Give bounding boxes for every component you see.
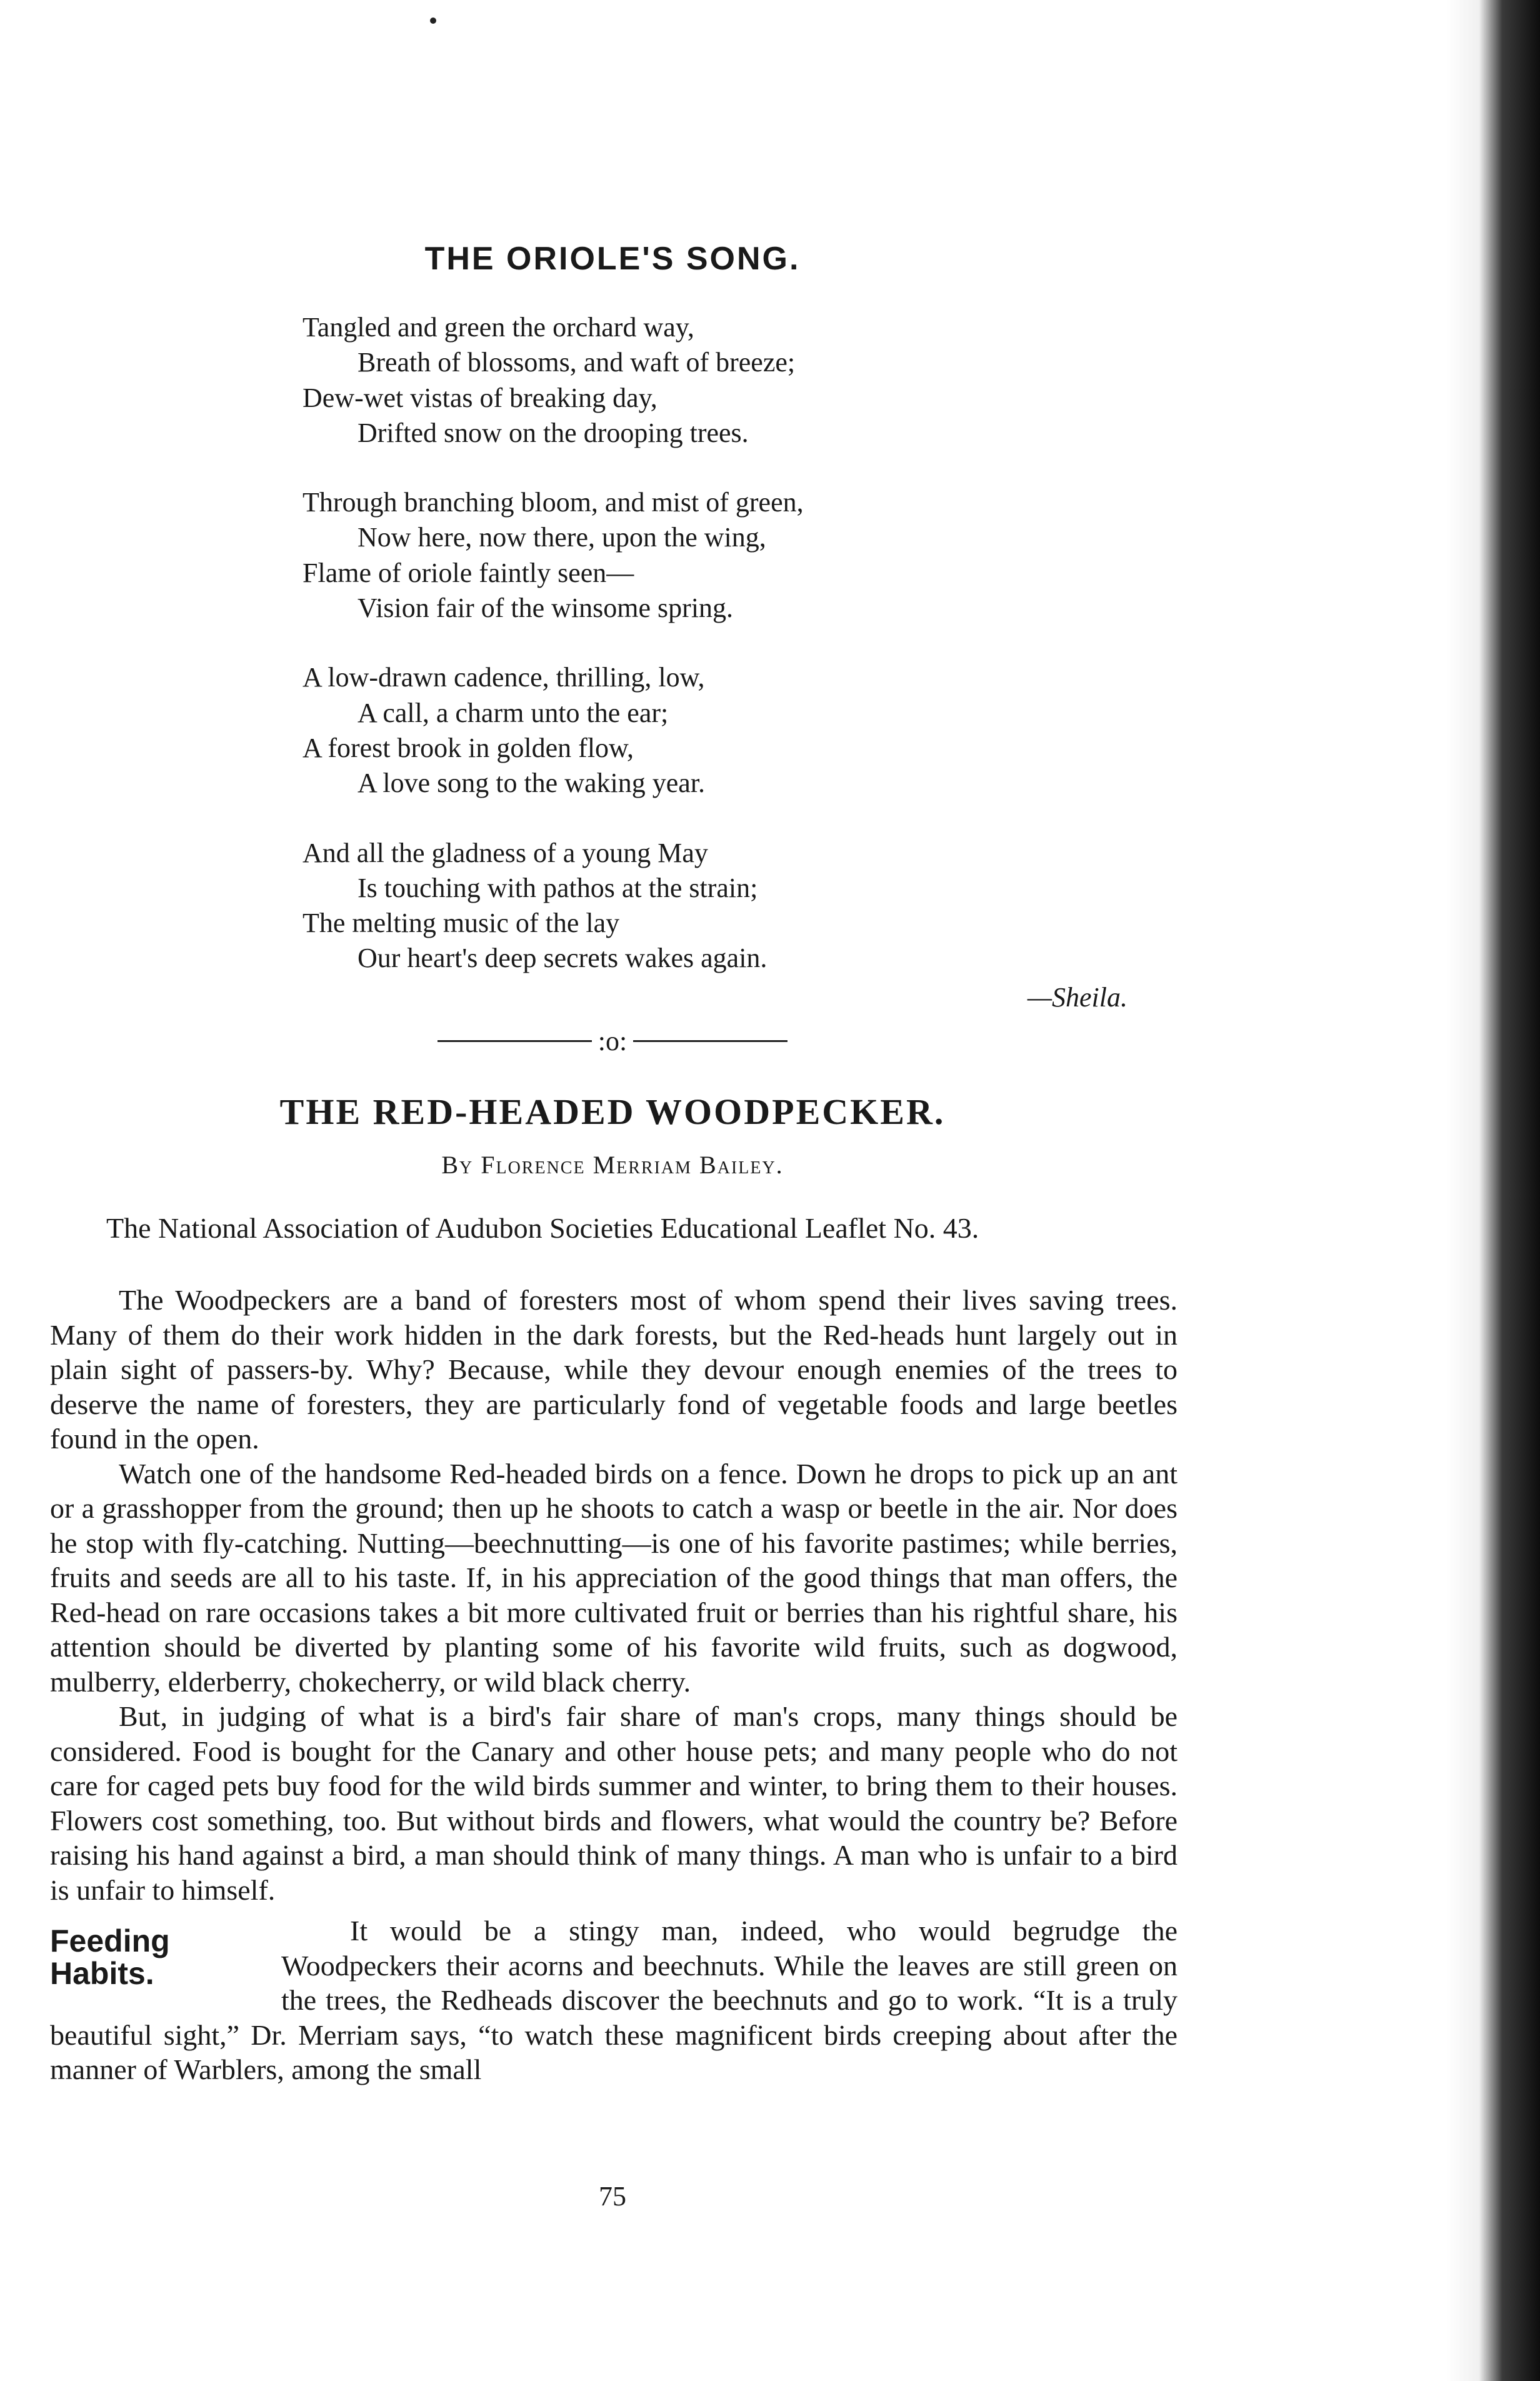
ink-dot <box>430 18 436 24</box>
poem-attribution: —Sheila. <box>1027 982 1128 1013</box>
page-number: 75 <box>599 2181 626 2212</box>
poem-stanza-3 <box>302 660 1178 801</box>
poem-body <box>302 310 1178 1011</box>
poem-stanza-2 <box>302 485 1178 626</box>
poem-stanza-4 <box>302 836 1178 976</box>
article-paragraph: The Woodpeckers are a band of foresters most of whom spend their lives saving trees. Many of them do their work hidden in the dark forests, but the Red-heads hunt largely out in plain sight of passers-by. Why? Because, while they devour enough enemies of the trees to deserve the name of foresters, they are particularly fond of vegetable foods and large beetles found in the open. <box>50 1284 1178 1455</box>
poem-line: Our heart's deep secrets wakes again. <box>358 943 768 974</box>
poem-line: Dew-wet vistas of breaking day, <box>302 382 658 413</box>
poem-line: Tangled and green the orchard way, <box>302 312 694 343</box>
divider-mark: :o: <box>598 1026 628 1056</box>
article-title: THE RED-HEADED WOODPECKER. <box>279 1091 946 1132</box>
divider-rule-left <box>438 1040 592 1042</box>
poem-line: Through branching bloom, and mist of green, <box>302 487 804 518</box>
poem-stanza-1 <box>302 310 1178 451</box>
poem-line: Drifted snow on the drooping trees. <box>358 417 749 448</box>
feeding-habits-section <box>50 1913 1178 2087</box>
article-body <box>50 1283 1178 2087</box>
poem-line: A call, a charm unto the ear; <box>358 697 669 728</box>
poem-line: A low-drawn cadence, thrilling, low, <box>302 662 705 693</box>
article-paragraph: Watch one of the handsome Red-headed birds on a fence. Down he drops to pick up an ant or a grasshopper from the ground; then up he shoots to catch a wasp or beetle in the air. Nor does he stop with fly-catching. Nutting—beechnutting—is one of his favorite pastimes; while berries, fruits and seeds are all to his taste. If, in his appreciation of the good things that man offers, the Red-head on rare occasions takes a bit more cultivated fruit or berries than his rightful share, his attention should be diverted by planting some of his favorite wild fruits, such as dogwood, mulberry, elderberry, chokecherry, or wild black cherry. <box>50 1457 1178 1698</box>
poem-line: Vision fair of the winsome spring. <box>358 593 734 624</box>
poem-line: And all the gladness of a young May <box>302 837 708 868</box>
article-paragraph: But, in judging of what is a bird's fair share of man's crops, many things should be considered. Food is bought for the Canary and other house pets; and many people who do not care for caged pets buy food for the wild birds summer and winter, to bring them to their houses. Flowers cost something, too. But without birds and flowers, what would the country be? Before raising his hand against a bird, a man should think of many things. A man who is unfair to a bird is unfair to himself. <box>50 1700 1178 1906</box>
poem-line: Flame of oriole faintly seen— <box>302 557 634 588</box>
poem-line: Is touching with pathos at the strain; <box>358 872 758 903</box>
poem-line: The melting music of the lay <box>302 908 620 939</box>
poem-line: A forest brook in golden flow, <box>302 732 634 763</box>
poem-line: A love song to the waking year. <box>358 768 706 799</box>
poem-line: Now here, now there, upon the wing, <box>358 522 766 553</box>
poem-line: Breath of blossoms, and waft of breeze; <box>358 347 796 378</box>
poem-title: THE ORIOLE'S SONG. <box>424 241 801 277</box>
section-divider <box>438 1025 788 1057</box>
leaflet-note: The National Association of Audubon Societies Educational Leaflet No. 43. <box>106 1212 979 1244</box>
divider-rule-right <box>633 1040 788 1042</box>
side-heading: Feeding Habits. <box>50 1923 170 1991</box>
article-paragraph: It would be a stingy man, indeed, who would begrudge the Woodpeckers their acorns and beechnuts. While the leaves are still green on the trees, the Redheads discover the beechnuts and go to work. “It is a truly beautiful sight,” Dr. Merriam says, “to watch these magnificent birds creeping about after the manner of Warblers, among the small <box>50 1915 1178 2085</box>
article-byline: By Florence Merriam Bailey. <box>441 1151 784 1179</box>
page-edge-shadow <box>1446 0 1540 2381</box>
